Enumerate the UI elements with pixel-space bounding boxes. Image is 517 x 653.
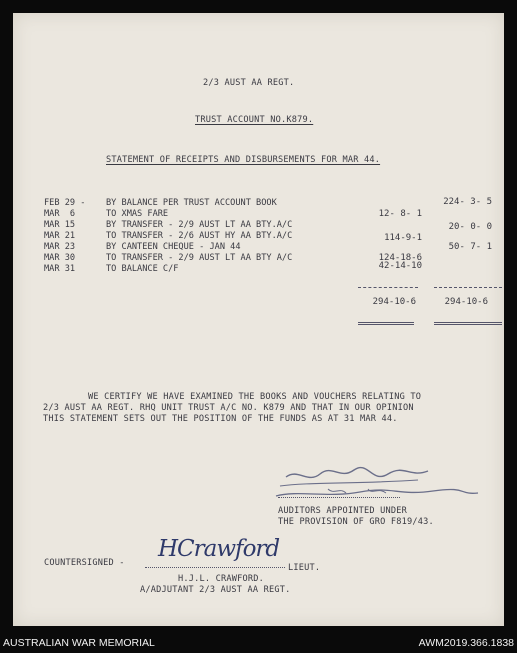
entry-date: MAR 30: [44, 253, 76, 263]
auditor-signature-line: [278, 497, 400, 498]
archive-reference: AWM2019.366.1838: [418, 637, 514, 649]
entry-payment: 124-18-6: [378, 253, 422, 263]
entry-date: FEB 29 -: [44, 198, 86, 208]
entry-receipt: 50- 7- 1: [448, 242, 492, 252]
entry-description: BY BALANCE PER TRUST ACCOUNT BOOK: [106, 198, 277, 208]
account-heading: TRUST ACCOUNT NO.K879.: [195, 115, 314, 125]
officer-name: H.J.L. CRAWFORD.: [178, 574, 264, 584]
total-receipts: 294-10-6: [444, 297, 488, 307]
entry-date: MAR 23: [44, 242, 76, 252]
entry-date: MAR 15: [44, 220, 76, 230]
officer-title: A/ADJUTANT 2/3 AUST AA REGT.: [140, 585, 291, 595]
archive-footer: [0, 633, 517, 653]
total-payments: 294-10-6: [372, 297, 416, 307]
entry-payment: 42-14-10: [378, 261, 422, 271]
certification-line: THIS STATEMENT SETS OUT THE POSITION OF THE FUNDS AS AT 31 MAR 44.: [43, 414, 398, 424]
countersign-line: [145, 567, 285, 568]
total-double-rule: [358, 322, 414, 325]
entry-receipt: 20- 0- 0: [448, 222, 492, 232]
total-double-rule: [434, 322, 502, 325]
entry-description: TO BALANCE C/F: [106, 264, 179, 274]
entry-receipt: 224- 3- 5: [443, 197, 492, 207]
countersigned-label: COUNTERSIGNED -: [44, 558, 125, 568]
regiment-heading: 2/3 AUST AA REGT.: [203, 78, 295, 88]
certification-line: WE CERTIFY WE HAVE EXAMINED THE BOOKS AND VOUCHERS RELATING TO: [88, 392, 422, 402]
officer-signature: HCrawford: [158, 536, 280, 562]
entry-payment: 12- 8- 1: [378, 209, 422, 219]
subtotal-rule: [358, 287, 418, 288]
entry-date: MAR 31: [44, 264, 76, 274]
archive-name: AUSTRALIAN WAR MEMORIAL: [3, 637, 155, 649]
auditors-line: AUDITORS APPOINTED UNDER: [278, 506, 407, 516]
entry-date: MAR 6: [44, 209, 76, 219]
entry-description: BY TRANSFER - 2/9 AUST LT AA BTY.A/C: [106, 220, 293, 230]
statement-heading: STATEMENT OF RECEIPTS AND DISBURSEMENTS FOR MAR 44.: [106, 155, 381, 165]
rank-label: LIEUT.: [288, 563, 321, 573]
certification-line: 2/3 AUST AA REGT. RHQ UNIT TRUST A/C NO. K879 AND THAT IN OUR OPINION: [43, 403, 414, 413]
entry-description: BY CANTEEN CHEQUE - JAN 44: [106, 242, 241, 252]
document-page: [13, 13, 504, 626]
entry-date: MAR 21: [44, 231, 76, 241]
auditors-line: THE PROVISION OF GRO F819/43.: [278, 517, 434, 527]
entry-description: TO TRANSFER - 2/6 AUST HY AA BTY.A/C: [106, 231, 293, 241]
entry-payment: 114-9-1: [384, 233, 422, 243]
entry-description: TO TRANSFER - 2/9 AUST LT AA BTY A/C: [106, 253, 293, 263]
entry-description: TO XMAS FARE: [106, 209, 169, 219]
subtotal-rule: [434, 287, 502, 288]
